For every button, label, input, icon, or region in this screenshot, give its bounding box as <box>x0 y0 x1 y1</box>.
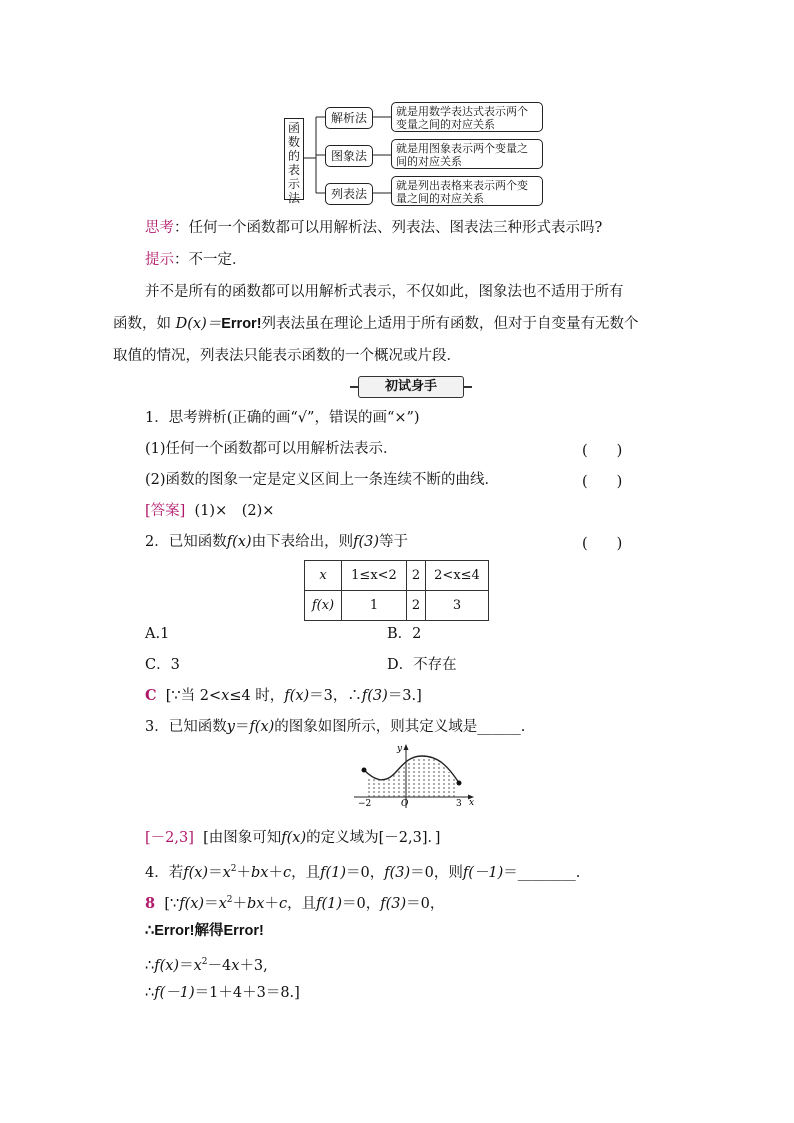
table-cell: 2 <box>407 561 426 591</box>
table-cell: f(x) <box>305 591 342 621</box>
table-cell: 3 <box>426 591 489 621</box>
table-row <box>305 561 489 591</box>
q1-item2-paren: ( ) <box>582 474 623 490</box>
y-axis-label: y <box>397 744 403 754</box>
q2-stem: 2．已知函数f(x)由下表给出，则f(3)等于 <box>145 534 408 550</box>
x-axis-label: x <box>469 798 475 808</box>
table-row <box>305 591 489 621</box>
q1-item1: (1)任何一个函数都可以用解析法表示． <box>145 441 398 457</box>
table-cell: 1 <box>342 591 407 621</box>
method-graph-desc: 就是用图象表示两个变量之间的对应关系 <box>391 139 543 169</box>
method-table-desc: 就是列出表格来表示两个变量之间的对应关系 <box>391 176 543 206</box>
q4-solution-1: 8 [$\because f(x)=x^2+bx+c$，且f(1)＝0，f(3)＝0， <box>145 894 445 912</box>
function-curve <box>364 756 459 783</box>
method-analytic-desc: 就是用数学表达式表示两个变量之间的对应关系 <box>391 102 543 132</box>
section-banner: 初试身手 <box>358 376 464 398</box>
diagram-main-box: 函数的表示法 <box>284 118 304 200</box>
explain-line-2: 函数，如 D(x)＝Error!列表法虽在理论上适用于所有函数，但对于自变量有无数个 <box>113 316 639 332</box>
q2-option-c: C．3 <box>145 657 180 673</box>
table-cell: 1≤x<2 <box>342 561 407 591</box>
origin-label: O <box>401 799 409 809</box>
q1-item1-paren: ( ) <box>582 443 623 459</box>
q2-option-a: A.1 <box>145 626 170 642</box>
explain-line-1: 并不是所有的函数都可以用解析式表示，不仅如此，图象法也不适用于所有 <box>145 284 624 300</box>
q1-stem: 1．思考辨析(正确的画“√”，错误的画“×”) <box>145 410 420 426</box>
right-tick-label: 3 <box>456 799 462 809</box>
q2-answer: C [∵当 2<x≤4 时，f(x)＝3，∴f(3)＝3.] <box>145 687 422 704</box>
table-cell: x <box>305 561 342 591</box>
table-cell: 2 <box>407 591 426 621</box>
table-cell: 2<x≤4 <box>426 561 489 591</box>
right-endpoint <box>457 781 462 786</box>
q4-solution-3: $\therefore f(x)=x^2-4x+3$, <box>145 957 268 974</box>
function-graph <box>352 742 482 810</box>
think-question: 思考：任何一个函数都可以用解析法、列表法、图表法三种形式表示吗? <box>145 220 603 236</box>
q1-item2: (2)函数的图象一定是定义区间上一条连续不断的曲线． <box>145 472 500 488</box>
q1-answer: [答案] (1)× (2)× <box>145 503 275 519</box>
method-graph: 图象法 <box>325 145 373 167</box>
value-table <box>304 560 489 621</box>
left-endpoint <box>362 768 367 773</box>
q3-stem: 3．已知函数y＝f(x)的图象如图所示，则其定义域是______. <box>145 719 526 735</box>
q2-paren: ( ) <box>582 536 623 552</box>
method-analytic: 解析法 <box>325 107 373 129</box>
left-tick-label: −2 <box>358 799 372 809</box>
q4-solution-2: ∴Error!解得Error! <box>145 923 264 939</box>
q3-answer: [－2,3] [由图象可知f(x)的定义域为[－2,3]．] <box>145 830 441 846</box>
hint-line: 提示：不一定． <box>145 252 247 268</box>
q2-option-b: B．2 <box>387 626 422 642</box>
q4-solution-4: ∴f(－1)＝1＋4＋3＝8.] <box>145 985 300 1001</box>
method-table: 列表法 <box>325 183 373 205</box>
q2-option-d: D．不存在 <box>387 657 457 673</box>
y-axis-arrow-icon <box>404 744 409 750</box>
q4-stem: 4．若$f(x)=x^2+bx+c$，且f(1)＝0，f(3)＝0，则f(－1)＝________. <box>145 864 581 881</box>
explain-line-3: 取值的情况，列表法只能表示函数的一个概况或片段． <box>113 348 461 364</box>
